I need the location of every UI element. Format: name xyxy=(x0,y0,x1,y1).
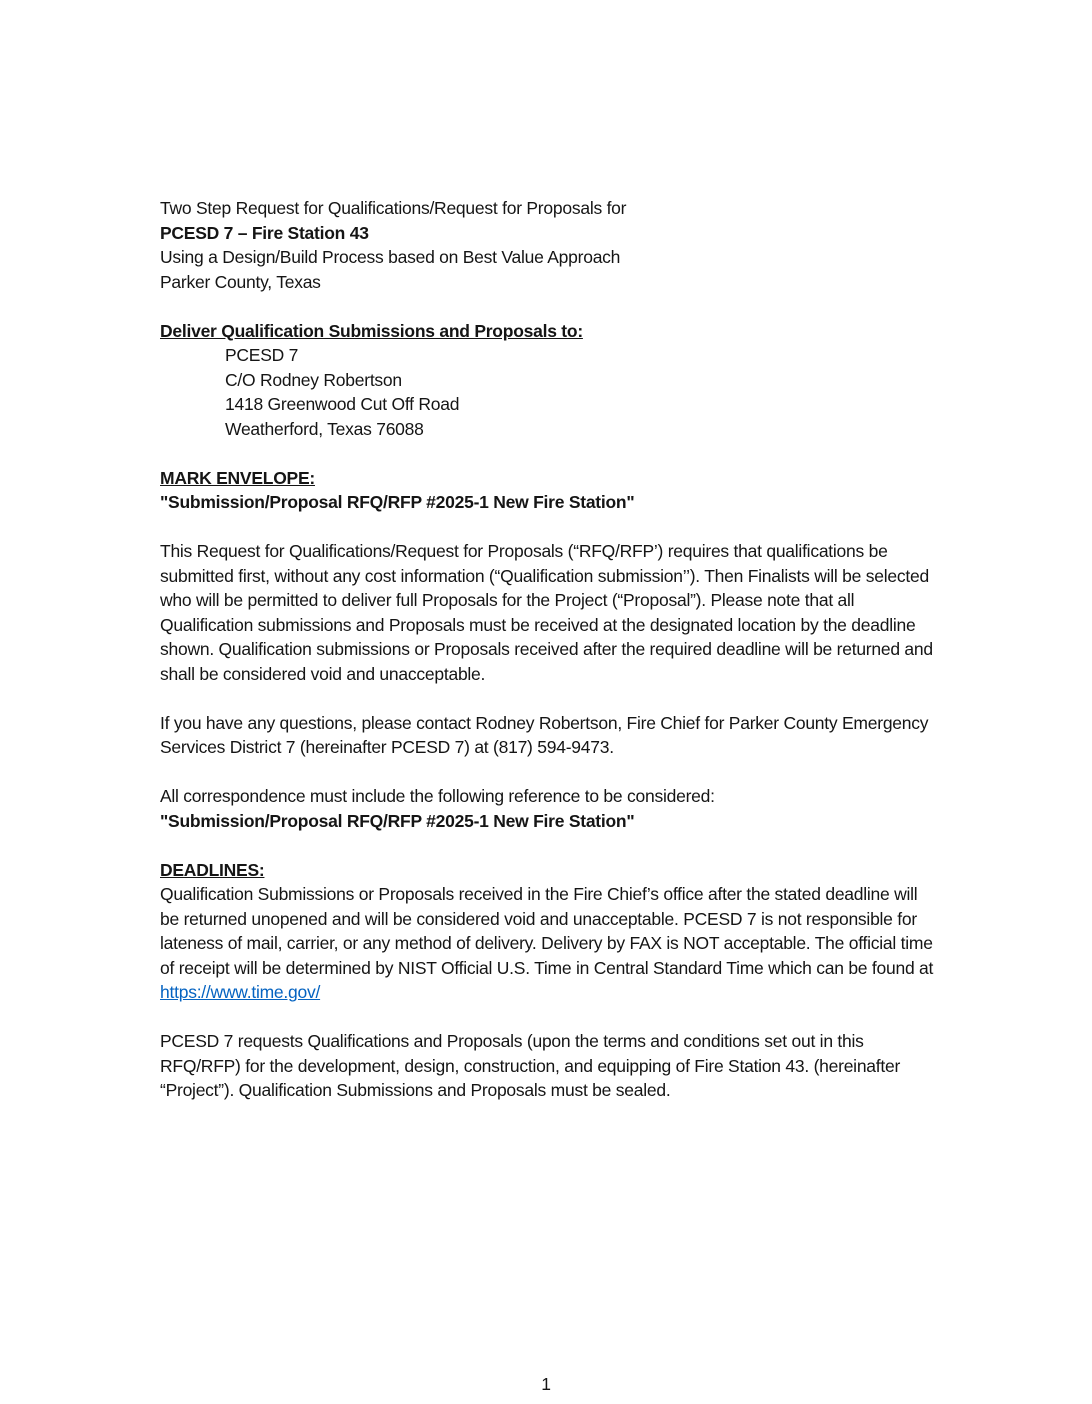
deadlines-text: Qualification Submissions or Proposals received in the Fire Chief’s office after the stated deadline will be returned unopened and will be considered void and unacceptable. PCESD 7 is not responsible for lateness of mail, carrier, or any method of delivery. Delivery by FAX is NOT acceptable. The official time of receipt will be determined by NIST Official U.S. Time in Central Standard Time which can be found at xyxy=(160,884,934,978)
title-line-process: Using a Design/Build Process based on Best Value Approach xyxy=(160,247,621,267)
envelope-marking: "Submission/Proposal RFQ/RFP #2025-1 New Fire Station" xyxy=(160,492,635,512)
envelope-heading: MARK ENVELOPE: xyxy=(160,467,315,488)
envelope-block xyxy=(160,466,938,515)
title-block xyxy=(160,196,938,294)
correspondence-reference: "Submission/Proposal RFQ/RFP #2025-1 New Fire Station" xyxy=(160,810,635,831)
deadlines-heading: DEADLINES: xyxy=(160,859,265,880)
closing-paragraph: PCESD 7 requests Qualifications and Proposals (upon the terms and conditions set out in this RFQ/RFP) for the development, design, construction, and equipping of Fire Station 43. (hereinafter “Project”). Qualification Submissions and Proposals must be sealed. xyxy=(160,1031,901,1100)
title-line-location: Parker County, Texas xyxy=(160,271,321,292)
title-line-project: PCESD 7 – Fire Station 43 xyxy=(160,222,369,243)
address-line-city: Weatherford, Texas 76088 xyxy=(225,418,424,439)
time-gov-link[interactable]: https://www.time.gov/ xyxy=(160,982,321,1002)
title-line-purpose: Two Step Request for Qualifications/Request for Proposals for xyxy=(160,198,627,218)
delivery-block xyxy=(160,319,938,442)
address-line-street: 1418 Greenwood Cut Off Road xyxy=(225,394,460,414)
deadlines-block xyxy=(160,858,938,1005)
document-body xyxy=(160,196,938,1103)
page-number: 1 xyxy=(541,1374,551,1394)
correspondence-block xyxy=(160,784,938,833)
deadlines-paragraph xyxy=(160,882,938,1005)
correspondence-intro: All correspondence must include the following reference to be considered: xyxy=(160,786,715,806)
address-line-care-of: C/O Rodney Robertson xyxy=(225,369,402,390)
delivery-heading: Deliver Qualification Submissions and Proposals to: xyxy=(160,320,583,341)
intro-paragraph: This Request for Qualifications/Request for Proposals (“RFQ/RFP’) requires that qualifications be submitted first, without any cost information (“Qualification submission’’). Then Finalists will be selected who will be permitted to deliver full Proposals for the Project (“Proposal”). Please note that all Qualification submissions and Proposals must be received at the designated location by the deadline shown. Qualification submissions or Proposals received after the required deadline will be returned and shall be considered void and unacceptable. xyxy=(160,541,933,684)
questions-paragraph: If you have any questions, please contact Rodney Robertson, Fire Chief for Parker County Emergency Services District 7 (hereinafter PCESD 7) at (817) 594-9473. xyxy=(160,712,929,757)
address-line-recipient: PCESD 7 xyxy=(225,345,299,365)
